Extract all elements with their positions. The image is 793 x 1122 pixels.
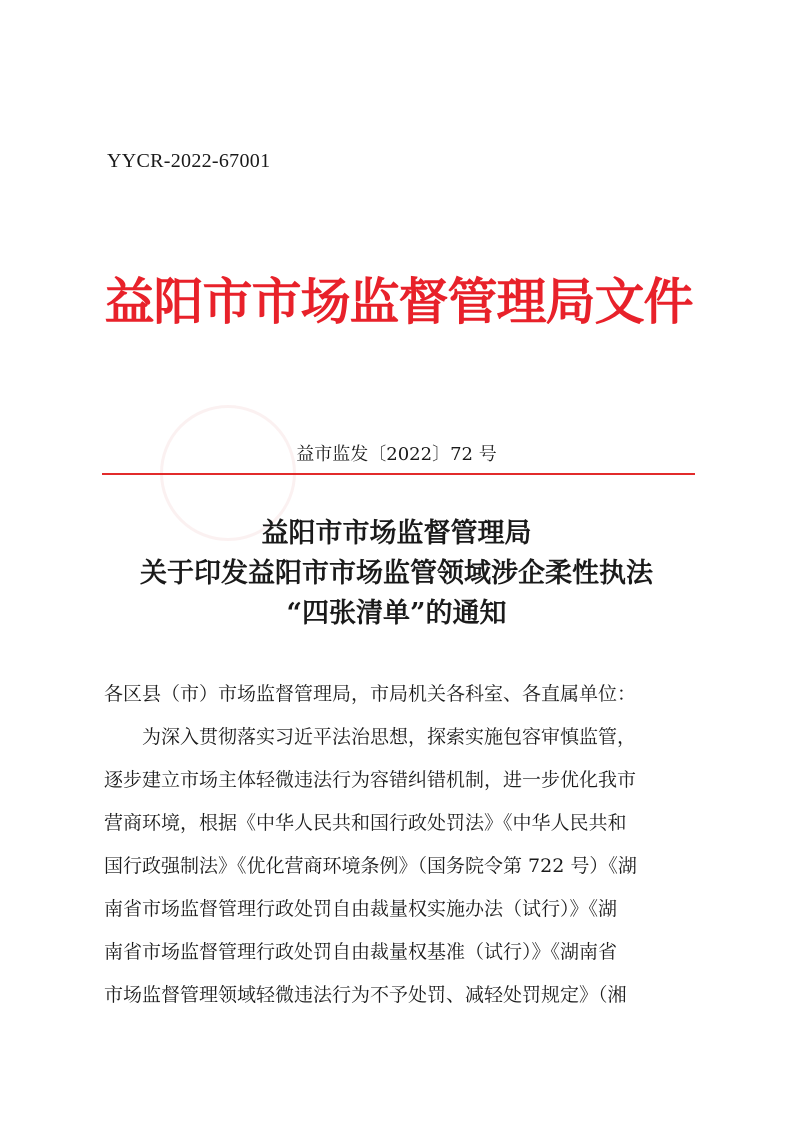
- body-line-7: 市场监督管理领域轻微违法行为不予处罚、减轻处罚规定》（湘: [104, 984, 627, 1006]
- body-line-5: 南省市场监督管理行政处罚自由裁量权实施办法（试行）》《湖: [104, 898, 618, 920]
- body-line-2: 逐步建立市场主体轻微违法行为容错纠错机制，进一步优化我市: [104, 769, 637, 791]
- notice-body: [104, 673, 714, 1017]
- salutation-line: 各区县（市）市场监督管理局，市局机关各科室、各直属单位：: [104, 683, 637, 705]
- notice-title-line-2: 关于印发益阳市市场监管领域涉企柔性执法: [140, 558, 653, 589]
- notice-title-line-1: 益阳市市场监督管理局: [261, 518, 532, 549]
- red-divider-line: [102, 473, 695, 475]
- body-line-3: 营商环境，根据《中华人民共和国行政处罚法》《中华人民共和: [104, 812, 627, 834]
- issuer-header-title: 益阳市市场监督管理局文件: [104, 272, 693, 331]
- notice-title: [0, 514, 793, 634]
- body-line-4: 国行政强制法》《优化营商环境条例》（国务院令第 722 号）《湖: [104, 855, 637, 877]
- notice-title-line-3: “四张清单”的通知: [286, 598, 507, 629]
- document-code: YYCR-2022-67001: [107, 150, 271, 172]
- body-line-1: 为深入贯彻落实习近平法治思想，探索实施包容审慎监管，: [142, 726, 637, 748]
- body-line-6: 南省市场监督管理行政处罚自由裁量权基准（试行）》《湖南省: [104, 941, 618, 963]
- issue-number: 益市监发〔2022〕72 号: [296, 444, 497, 465]
